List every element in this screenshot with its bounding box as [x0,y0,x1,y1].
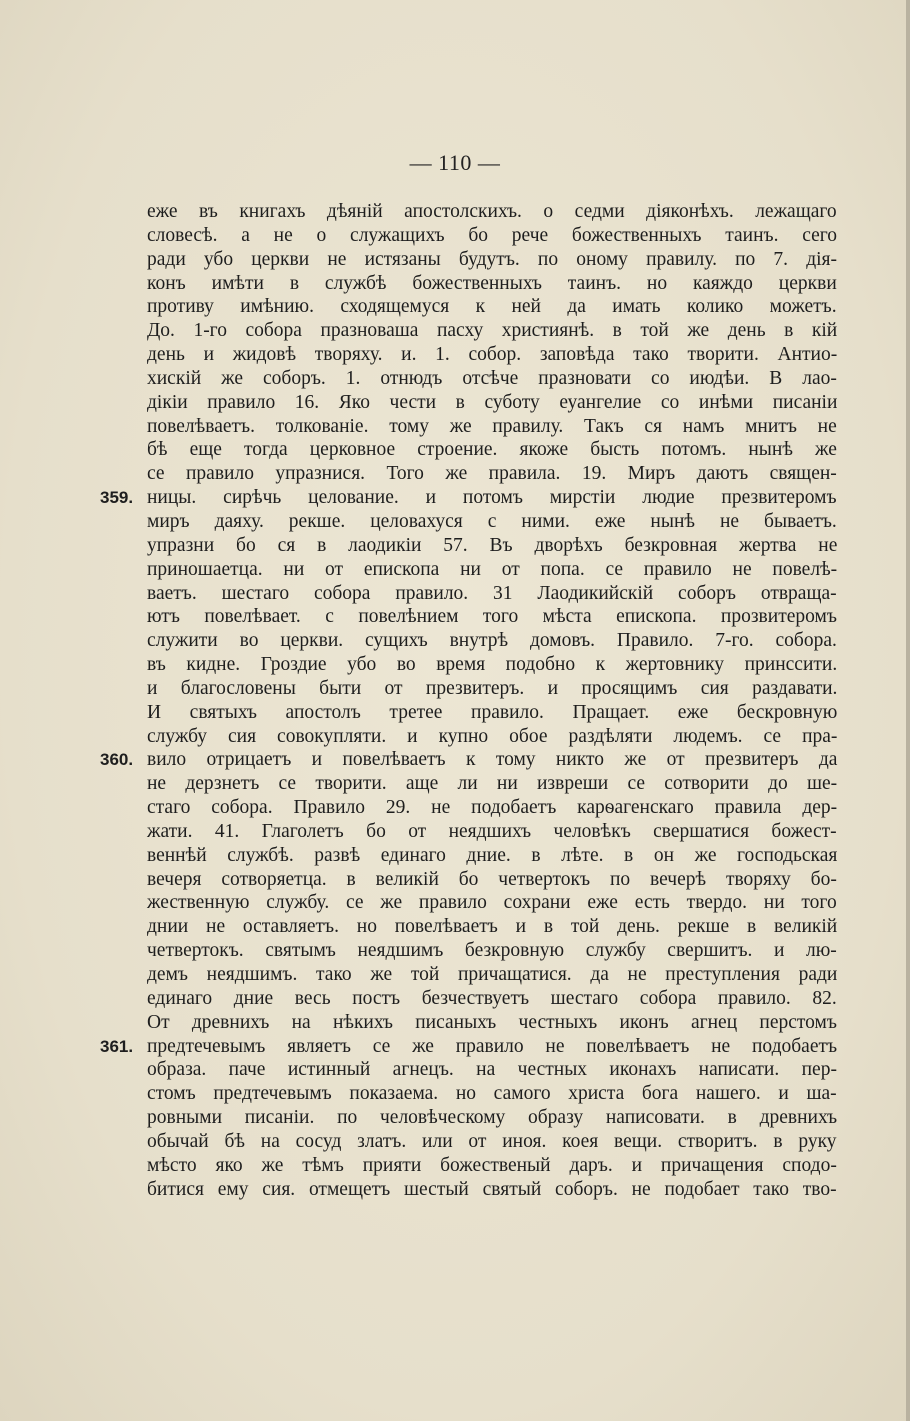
text-line [147,343,837,367]
line-text: вечеря сотворяетца. в великій бо четвертокъ по вечерѣ творяху бо- [147,868,837,890]
line-text: день и жидовѣ творяху. и. 1. собор. заповѣда тако творити. Антио- [147,344,838,366]
margin-number: 359. [100,488,134,508]
line-text: единаго дние весь постъ безчествуетъ шестаго собора правило. 82. [147,987,837,1009]
text-line [147,415,837,439]
text-line [147,939,837,963]
line-text: повелѣваетъ. толкованіе. тому же правилу. Такъ ся намъ мнитъ не [147,415,837,437]
page-edge [906,0,910,1421]
text-line [147,438,837,462]
line-text: четвертокъ. святымъ неядшимъ безкровную службу свершитъ. и лю- [147,940,837,962]
text-line [147,820,837,844]
text-line [147,582,837,606]
line-text: стаго собора. Правило 29. не подобаетъ карѳагенскаго правила дер- [147,797,838,819]
line-text: днии не оставляетъ. но повелѣваетъ и в той день. рекше в великій [147,916,838,938]
line-text: служити во церкви. сущихъ внутрѣ домовъ. Правило. 7-го. собора. [147,630,837,652]
line-text: обычай бѣ на сосуд златъ. или от иноя. коея вещи. створитъ. в руку [147,1130,837,1152]
line-text: ваетъ. шестаго собора правило. 31 Лаодикийскій соборъ отвраща- [147,582,837,604]
text-line [147,701,837,725]
text-line [147,653,837,677]
text-line [147,272,837,296]
line-text: бѣ еще тогда церковное строение. якоже бысть потомъ. нынѣ же [147,439,837,461]
line-text: въ кидне. Гроздие убо во время подобно к жертовнику принссити. [147,654,838,676]
line-text: противу имѣнию. сходящемуся к ней да имать колико можетъ. [147,296,837,318]
line-text: ницы. сирѣчь целование. и потомъ мирстіи людие презвитеромъ [147,487,837,509]
text-line [147,891,837,915]
text-line [147,1130,837,1154]
line-text: службу сия совокупляти. и купно обое раздѣляти людемъ. се пра- [147,725,838,747]
line-text: вило отрицаетъ и повелѣваетъ к тому никто же от презвитеръ да [147,749,838,771]
line-text: ровными писаніи. по человѣческому образу написовати. в древнихъ [147,1107,838,1129]
line-text: До. 1-го собора празноваша пасху християнѣ. в той же день в кій [147,320,838,342]
margin-number: 361. [100,1036,134,1056]
text-line [147,987,837,1011]
text-line [147,1058,837,1082]
text-line [147,462,837,486]
text-line [147,915,837,939]
line-text: дікіи правило 16. Яко чести в суботу еуангелие со инѣми писаніи [147,391,838,413]
line-text: предтечевымъ являетъ се же правило не повелѣваетъ не подобаетъ [147,1035,838,1057]
text-line [147,1154,837,1178]
text-line [147,224,837,248]
page-number: — 110 — [409,150,501,175]
text-line [147,677,837,701]
line-text: образа. паче истинный агнецъ. на честных иконахъ написати. пер- [147,1059,837,1081]
text-line [147,1082,837,1106]
line-text: веннѣй службѣ. развѣ единаго дние. в лѣте. в он же господьская [147,844,838,866]
text-line [100,748,838,772]
text-line [147,796,837,820]
text-line [147,605,837,629]
text-body [100,200,838,1201]
line-text: словесѣ. а не о служащихъ бо рече божественныхъ таинъ. сего [147,224,838,246]
line-text: битися ему сия. отмещетъ шестый святый соборъ. не подобает тако тво- [147,1178,837,1200]
line-text: и благословены быти от презвитеръ. и просящимъ сия раздавати. [147,677,838,699]
line-text: мѣсто яко же тѣмъ прияти божественый даръ. и причащения сподо- [147,1154,837,1176]
text-line [147,772,837,796]
text-line [147,725,837,749]
line-text: конъ имѣти в службѣ божественныхъ таинъ. но каяждо церкви [147,272,837,294]
text-line [147,868,837,892]
text-line [147,534,837,558]
line-text: От древнихъ на нѣкихъ писаныхъ честныхъ иконъ агнец перстомъ [147,1011,837,1033]
text-line [147,844,837,868]
line-text: не дерзнетъ се творити. аще ли ни извреши се сотворити до ше- [147,773,838,795]
line-text: приношаетца. ни от епископа ни от попа. се правило не повелѣ- [147,558,838,580]
text-line [147,629,837,653]
line-text: демъ неядшимъ. тако же той причащатися. да не преступления ради [147,964,838,985]
line-text: еже въ книгахъ дѣяній апостолскихъ. о седми діяконѣхъ. лежащаго [147,201,837,222]
margin-number: 360. [100,750,134,770]
text-line [100,1035,838,1059]
line-text: ютъ повелѣвает. с повелѣнием того мѣста епископа. прозвитеромъ [147,606,837,628]
line-text: се правило упразнися. Того же правила. 19. Миръ даютъ священ- [147,463,837,485]
text-line [147,1178,837,1202]
line-text: жати. 41. Глаголетъ бо от неядшихъ человѣкъ свершатися божест- [147,820,837,842]
line-text: жественную службу. се же правило сохрани еже есть твердо. ни того [147,892,837,914]
text-line [147,319,837,343]
line-text: И святыхъ апостолъ третее правило. Пращает. еже бескровную [147,701,838,723]
line-text: упразни бо ся в лаодикіи 57. Въ дворѣхъ безкровная жертва не [147,534,838,556]
text-line [147,391,837,415]
text-line [147,200,837,224]
line-text: стомъ предтечевымъ показаема. но самого христа бога нашего. и ша- [147,1083,837,1105]
text-line [147,963,837,987]
text-line [100,486,837,510]
line-text: хискій же соборъ. 1. отнюдъ отсѣче празновати со июдѣи. В лао- [147,367,837,389]
line-text: ради убо церкви не истязаны будутъ. по оному правилу. по 7. дія- [147,248,838,270]
line-text: миръ даяху. рекше. целовахуся с ними. еже нынѣ не бываетъ. [147,510,837,532]
text-line [147,295,837,319]
text-line [147,367,837,391]
text-line [147,1011,837,1035]
text-line [147,248,837,272]
text-line [147,1106,837,1130]
text-line [147,558,837,582]
text-line [147,510,837,534]
